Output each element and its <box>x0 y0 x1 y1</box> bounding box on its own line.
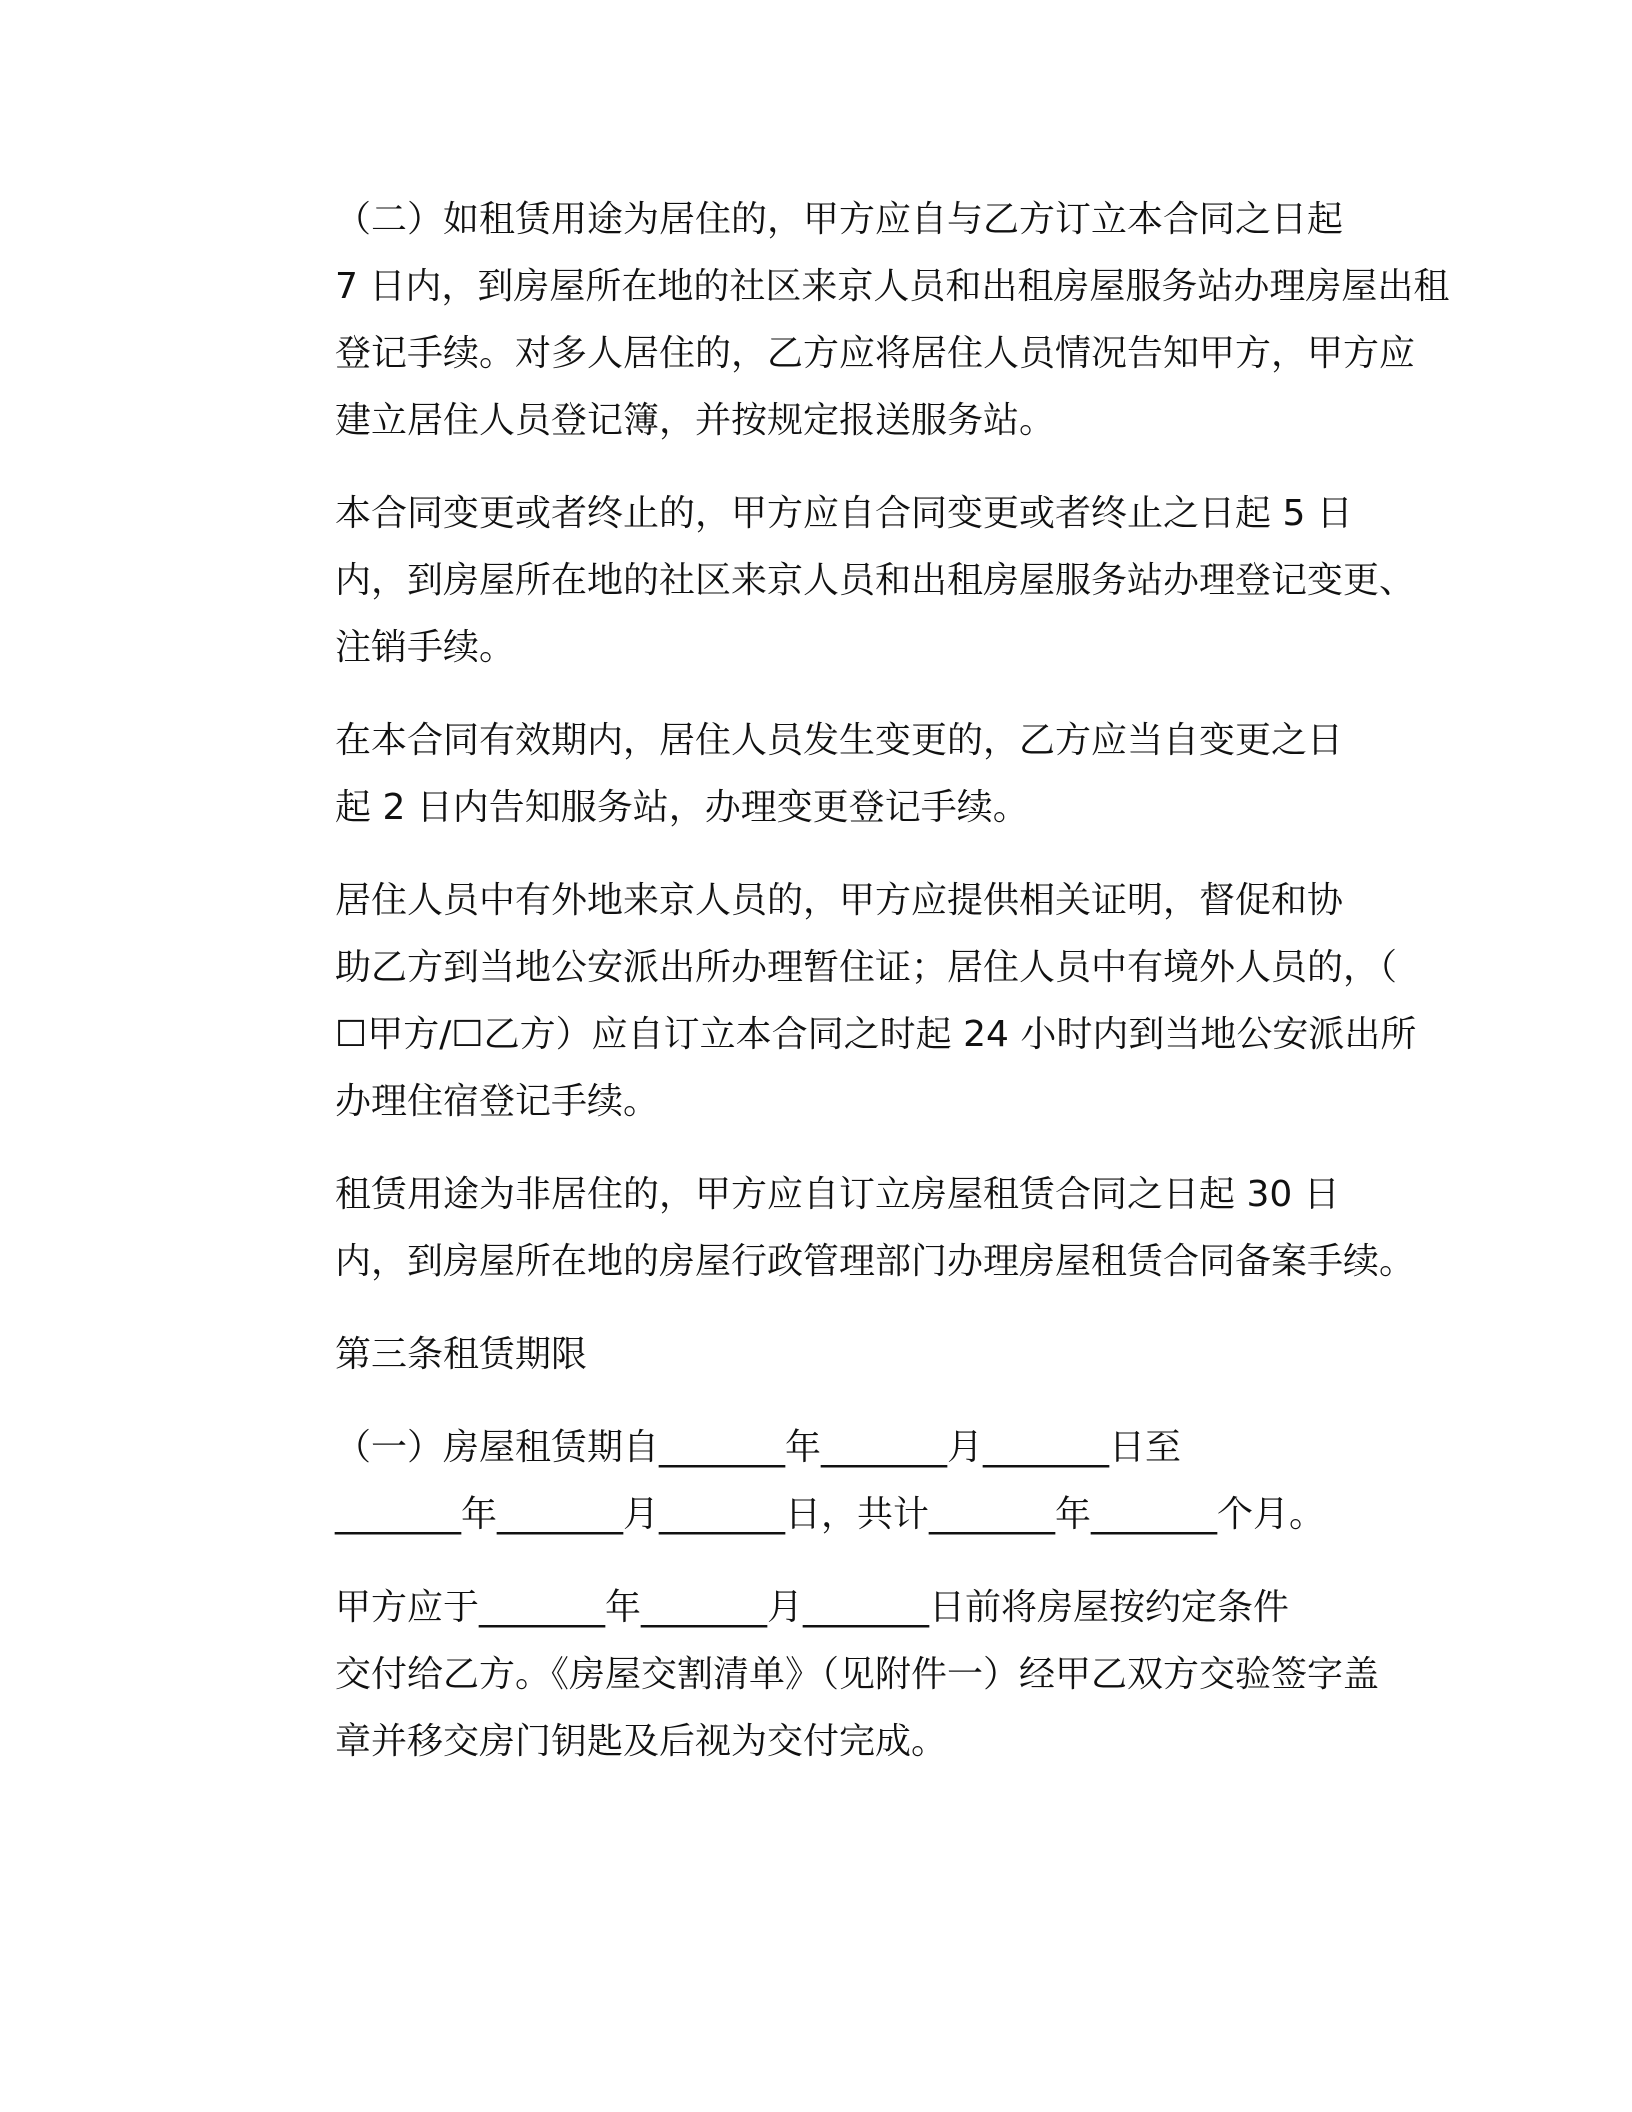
text-line: 居住人员中有外地来京人员的，甲方应提供相关证明，督促和协 <box>335 880 1344 921</box>
paragraph-registration-residential <box>241 186 1450 454</box>
text-line: 登记手续。对多人居住的，乙方应将居住人员情况告知甲方，甲方应 <box>335 333 1416 374</box>
contract-text <box>241 186 1450 1801</box>
text-line: 建立居住人员登记簿，并按规定报送服务站。 <box>335 400 1056 441</box>
text-line: 办理住宿登记手续。 <box>335 1081 660 1122</box>
paragraph-contract-change <box>241 480 1416 681</box>
text-line: （二）如租赁用途为居住的，甲方应自与乙方订立本合同之日起 <box>335 199 1344 240</box>
text-line: 甲方应于_______年_______月_______日前将房屋按约定条件 <box>335 1587 1290 1628</box>
paragraph-nonresidential-filing <box>241 1161 1416 1295</box>
text-line: 助乙方到当地公安派出所办理暂住证；居住人员中有境外人员的，（ <box>335 947 1398 988</box>
paragraph-resident-change <box>241 707 1401 841</box>
text-line: 本合同变更或者终止的，甲方应自合同变更或者终止之日起 5 日 <box>335 493 1353 534</box>
paragraph-nonlocal-residents <box>241 867 1417 1135</box>
text-line: 交付给乙方。《房屋交割清单》（见附件一）经甲乙双方交验签字盖 <box>335 1654 1380 1695</box>
text-line: 注销手续。 <box>335 627 516 668</box>
text-line: 起 2 日内告知服务站，办理变更登记手续。 <box>335 787 1029 828</box>
paragraph-delivery <box>241 1574 1401 1775</box>
text-line: （一）房屋租赁期自_______年_______月_______日至 <box>335 1427 1182 1468</box>
section-heading: 第三条租赁期限 <box>335 1334 588 1375</box>
text-line: 在本合同有效期内，居住人员发生变更的，乙方应当自变更之日 <box>335 720 1344 761</box>
paragraph-lease-term <box>241 1414 1401 1548</box>
text-line: 章并移交房门钥匙及后视为交付完成。 <box>335 1721 948 1762</box>
text-line: 7 日内，到房屋所在地的社区来京人员和出租房屋服务站办理房屋出租 <box>335 266 1450 307</box>
text-line: 租赁用途为非居住的，甲方应自订立房屋租赁合同之日起 30 日 <box>335 1174 1340 1215</box>
text-line: 内，到房屋所在地的房屋行政管理部门办理房屋租赁合同备案手续。 <box>335 1241 1416 1282</box>
text-line: _______年_______月_______日，共计_______年_______个月。 <box>335 1494 1326 1535</box>
text-line: 内，到房屋所在地的社区来京人员和出租房屋服务站办理登记变更、 <box>335 560 1416 601</box>
text-line: ☐甲方/☐乙方）应自订立本合同之时起 24 小时内到当地公安派出所 <box>335 1014 1417 1055</box>
